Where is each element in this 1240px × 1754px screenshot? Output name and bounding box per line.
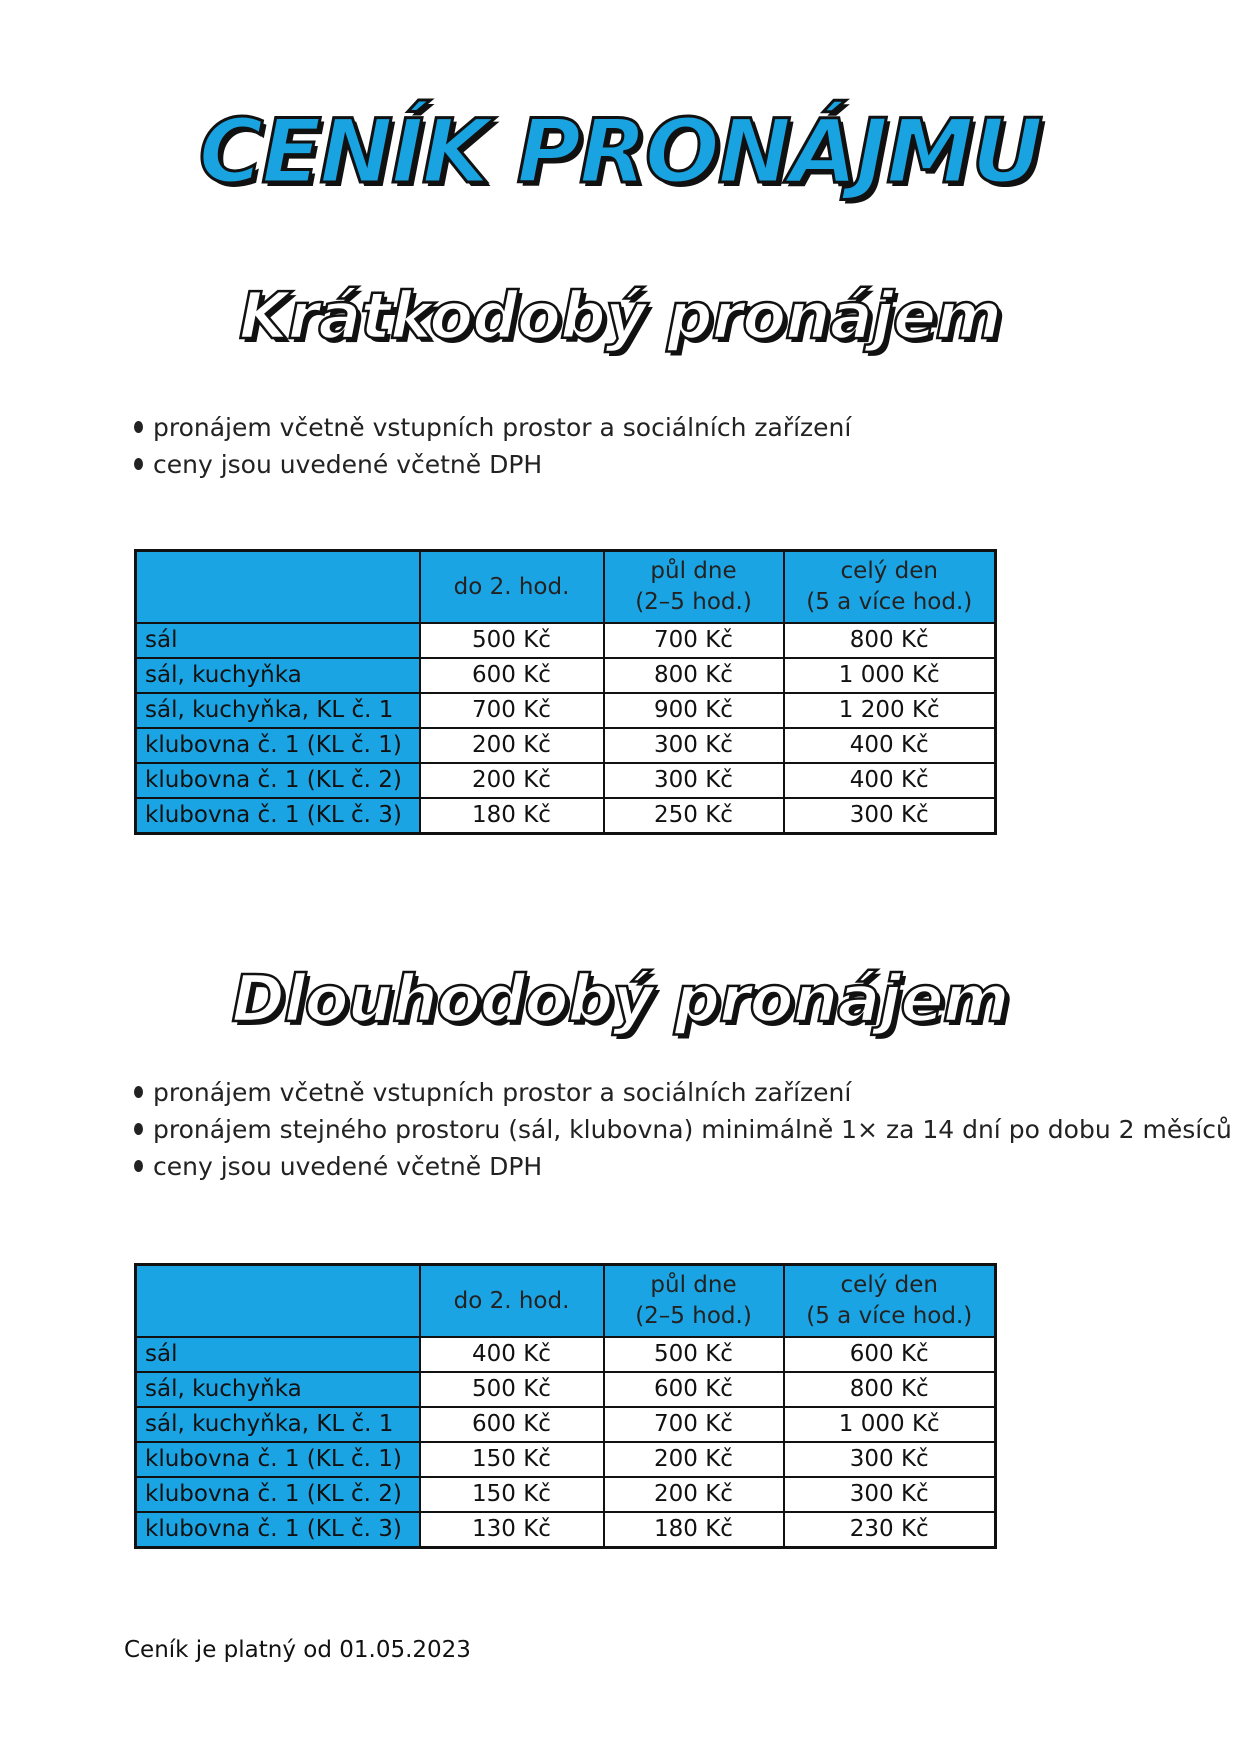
table-row [136, 728, 996, 763]
price-cell: 700 Kč [604, 1407, 784, 1442]
header-line: (5 a více hod.) [806, 1303, 973, 1329]
price-cell: 700 Kč [604, 623, 784, 658]
header-do-2-hod [420, 551, 604, 624]
row-label: klubovna č. 1 (KL č. 1) [136, 1442, 420, 1477]
short-term-price-table [134, 549, 997, 835]
price-cell: 180 Kč [604, 1512, 784, 1548]
price-cell: 300 Kč [784, 1477, 996, 1512]
price-cell: 250 Kč [604, 798, 784, 834]
price-cell: 400 Kč [784, 728, 996, 763]
bullet-item: pronájem stejného prostoru (sál, klubovna) minimálně 1× za 14 dní po dobu 2 měsíců [134, 1111, 1232, 1148]
short-term-heading: Krátkodobý pronájem [239, 280, 1001, 354]
header-line: celý den [840, 558, 938, 584]
table-row [136, 623, 996, 658]
price-cell: 200 Kč [420, 728, 604, 763]
header-line: do 2. hod. [453, 573, 570, 600]
bullet-item: ceny jsou uvedené včetně DPH [134, 446, 851, 483]
header-line: do 2. hod. [453, 1287, 570, 1314]
price-cell: 300 Kč [784, 798, 996, 834]
table-header-row [136, 551, 996, 624]
price-cell: 600 Kč [604, 1372, 784, 1407]
row-label: sál [136, 1337, 420, 1372]
row-label: sál, kuchyňka [136, 1372, 420, 1407]
price-cell: 230 Kč [784, 1512, 996, 1548]
table-row [136, 1512, 996, 1548]
long-term-bullets [134, 1074, 1232, 1185]
row-label: klubovna č. 1 (KL č. 3) [136, 798, 420, 834]
price-cell: 150 Kč [420, 1477, 604, 1512]
table-row [136, 1407, 996, 1442]
row-label: klubovna č. 1 (KL č. 2) [136, 763, 420, 798]
table-row [136, 1337, 996, 1372]
price-cell: 600 Kč [784, 1337, 996, 1372]
long-term-price-table [134, 1263, 997, 1549]
header-pul-dne [604, 551, 784, 624]
header-line: (2–5 hod.) [635, 1303, 752, 1329]
row-label: klubovna č. 1 (KL č. 2) [136, 1477, 420, 1512]
header-cely-den [784, 551, 996, 624]
price-cell: 400 Kč [784, 763, 996, 798]
row-label: sál [136, 623, 420, 658]
table-row [136, 1477, 996, 1512]
validity-note: Ceník je platný od 01.05.2023 [124, 1637, 471, 1663]
table-header-row [136, 1265, 996, 1338]
table-row [136, 1442, 996, 1477]
price-cell: 200 Kč [604, 1442, 784, 1477]
price-cell: 1 000 Kč [784, 658, 996, 693]
price-cell: 500 Kč [604, 1337, 784, 1372]
price-cell: 180 Kč [420, 798, 604, 834]
header-pul-dne [604, 1265, 784, 1338]
header-empty-cell [136, 1265, 420, 1338]
row-label: sál, kuchyňka, KL č. 1 [136, 1407, 420, 1442]
price-cell: 300 Kč [604, 763, 784, 798]
table-row [136, 763, 996, 798]
table-row [136, 1372, 996, 1407]
price-cell: 700 Kč [420, 693, 604, 728]
bullet-item: pronájem včetně vstupních prostor a sociálních zařízení [134, 1074, 1232, 1111]
header-line: půl dne [650, 1272, 737, 1298]
price-cell: 900 Kč [604, 693, 784, 728]
row-label: klubovna č. 1 (KL č. 1) [136, 728, 420, 763]
price-cell: 500 Kč [420, 1372, 604, 1407]
price-cell: 150 Kč [420, 1442, 604, 1477]
price-cell: 500 Kč [420, 623, 604, 658]
page-title: CENÍK PRONÁJMU [198, 100, 1042, 203]
price-cell: 1 200 Kč [784, 693, 996, 728]
short-term-bullets [134, 409, 851, 483]
header-do-2-hod [420, 1265, 604, 1338]
price-cell: 600 Kč [420, 658, 604, 693]
row-label: sál, kuchyňka, KL č. 1 [136, 693, 420, 728]
header-line: (2–5 hod.) [635, 589, 752, 615]
header-line: celý den [840, 1272, 938, 1298]
header-line: půl dne [650, 558, 737, 584]
table-row [136, 798, 996, 834]
long-term-heading: Dlouhodobý pronájem [231, 963, 1009, 1037]
price-cell: 800 Kč [784, 1372, 996, 1407]
row-label: klubovna č. 1 (KL č. 3) [136, 1512, 420, 1548]
price-cell: 600 Kč [420, 1407, 604, 1442]
price-cell: 800 Kč [784, 623, 996, 658]
price-cell: 200 Kč [604, 1477, 784, 1512]
price-cell: 400 Kč [420, 1337, 604, 1372]
bullet-item: ceny jsou uvedené včetně DPH [134, 1148, 1232, 1185]
table-row [136, 693, 996, 728]
row-label: sál, kuchyňka [136, 658, 420, 693]
header-empty-cell [136, 551, 420, 624]
price-cell: 800 Kč [604, 658, 784, 693]
price-cell: 200 Kč [420, 763, 604, 798]
price-cell: 1 000 Kč [784, 1407, 996, 1442]
table-row [136, 658, 996, 693]
price-cell: 300 Kč [784, 1442, 996, 1477]
header-line: (5 a více hod.) [806, 589, 973, 615]
bullet-item: pronájem včetně vstupních prostor a sociálních zařízení [134, 409, 851, 446]
header-cely-den [784, 1265, 996, 1338]
price-cell: 130 Kč [420, 1512, 604, 1548]
price-cell: 300 Kč [604, 728, 784, 763]
